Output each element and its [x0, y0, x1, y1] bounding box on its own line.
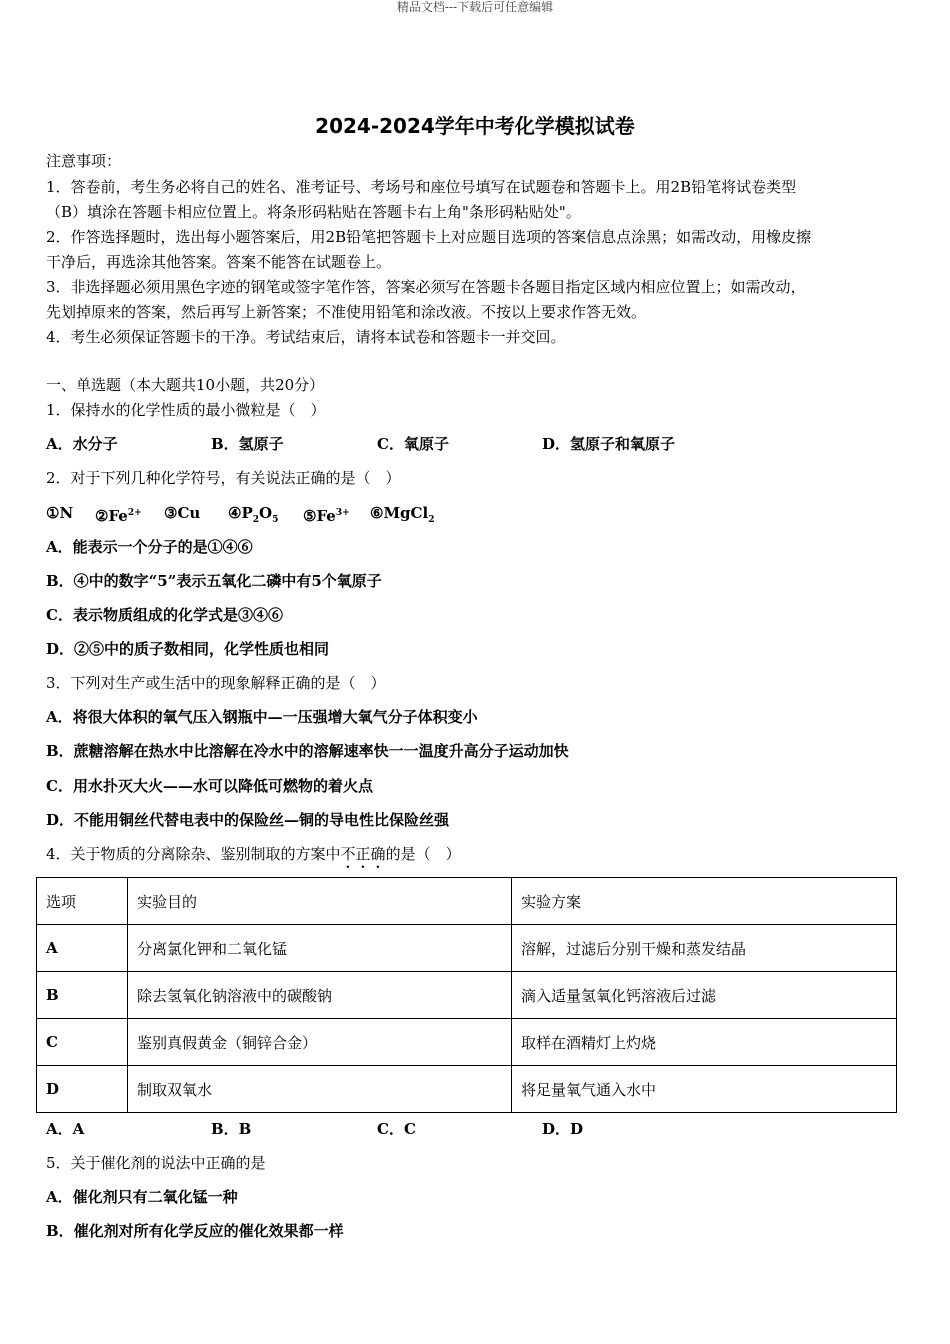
chem-symbol: ①N [46, 504, 74, 522]
chem-symbol: ⑥MgCl$_2$ [370, 504, 435, 525]
option-b[interactable]: B．B [211, 1120, 252, 1138]
notice-line: 先划掉原来的答案，然后再写上新答案；不准使用铅笔和涂改液。不按以上要求作答无效。 [46, 303, 647, 321]
table-cell: 滴入适量氢氧化钙溶液后过滤 [512, 972, 897, 1019]
table-row [37, 1066, 897, 1113]
emphasized-text: 不正确 [340, 845, 386, 863]
option-a[interactable]: A．水分子 [46, 435, 118, 453]
table-cell: 鉴别真假黄金（铜锌合金） [128, 1019, 512, 1066]
notice-line: （B）填涂在答题卡相应位置上。将条形码粘贴在答题卡右上角"条形码粘贴处"。 [46, 203, 581, 221]
table-cell: B [37, 972, 128, 1019]
option-b[interactable]: B．④中的数字“5”表示五氧化二磷中有5个氧原子 [46, 572, 382, 590]
chem-symbol: ③Cu [164, 504, 201, 522]
notice-line: 2．作答选择题时，选出每小题答案后，用2B铅笔把答题卡上对应题目选项的答案信息点涂黑；如需改动，用橡皮擦 [46, 228, 812, 246]
option-a[interactable]: A．将很大体积的氧气压入钢瓶中—一压强增大氧气分子体积变小 [46, 708, 478, 726]
table-cell: 制取双氧水 [128, 1066, 512, 1113]
table-row [37, 972, 897, 1019]
option-d[interactable]: D．不能用铜丝代替电表中的保险丝—铜的导电性比保险丝强 [46, 811, 450, 829]
table-cell: 除去氢氧化钠溶液中的碳酸钠 [128, 972, 512, 1019]
option-a[interactable]: A．催化剂只有二氧化锰一种 [46, 1188, 238, 1206]
option-d[interactable]: D．②⑤中的质子数相同，化学性质也相同 [46, 640, 330, 658]
table-header: 实验方案 [512, 878, 897, 925]
chem-symbol: $②Fe^{2+}$ [95, 507, 142, 525]
table-cell: A [37, 925, 128, 972]
chem-symbol: $⑤Fe^{3+}$ [303, 507, 350, 525]
question-stem: 3．下列对生产或生活中的现象解释正确的是（ ） [46, 674, 386, 692]
table-row [37, 925, 897, 972]
option-c[interactable]: C．氧原子 [377, 435, 449, 453]
option-b[interactable]: B．催化剂对所有化学反应的催化效果都一样 [46, 1222, 344, 1240]
notice-line: 3．非选择题必须用黑色字迹的钢笔或签字笔作答，答案必须写在答题卡各题目指定区域内相应位置上；如需改动， [46, 278, 806, 296]
page-title: 2024-2024学年中考化学模拟试卷 [315, 114, 635, 138]
table-cell: 溶解，过滤后分别干燥和蒸发结晶 [512, 925, 897, 972]
table-header-row [37, 878, 897, 925]
table-cell: D [37, 1066, 128, 1113]
question-stem: 1．保持水的化学性质的最小微粒是（ ） [46, 401, 326, 419]
table-cell: 将足量氧气通入水中 [512, 1066, 897, 1113]
chem-symbol: $④P_2O_5$ [228, 504, 279, 525]
option-c[interactable]: C．表示物质组成的化学式是③④⑥ [46, 606, 283, 624]
table-cell: 取样在酒精灯上灼烧 [512, 1019, 897, 1066]
question-stem: 5．关于催化剂的说法中正确的是 [46, 1154, 266, 1172]
page-header: 精品文档---下载后可任意编辑 [396, 0, 554, 14]
experiment-table [36, 877, 897, 1113]
notice-line: 4．考生必须保证答题卡的干净。考试结束后，请将本试卷和答题卡一并交回。 [46, 328, 566, 346]
table-row [37, 1019, 897, 1066]
notice-heading: 注意事项： [46, 152, 122, 170]
option-c[interactable]: C．C [377, 1120, 416, 1138]
option-d[interactable]: D．D [542, 1120, 584, 1138]
question-stem: 4．关于物质的分离除杂、鉴别制取的方案中不正确的是（ ） [46, 845, 461, 863]
section-heading: 一、单选题（本大题共10小题，共20分） [46, 376, 325, 394]
option-a[interactable]: A．能表示一个分子的是①④⑥ [46, 538, 253, 556]
table-header: 实验目的 [128, 878, 512, 925]
notice-line: 干净后，再选涂其他答案。答案不能答在试题卷上。 [46, 253, 392, 271]
option-a[interactable]: A．A [46, 1120, 85, 1138]
question-stem: 2．对于下列几种化学符号，有关说法正确的是（ ） [46, 469, 401, 487]
option-b[interactable]: B．蔗糖溶解在热水中比溶解在冷水中的溶解速率快一一温度升高分子运动加快 [46, 742, 569, 760]
notice-line: 1．答卷前，考生务必将自己的姓名、准考证号、考场号和座位号填写在试题卷和答题卡上。用2B铅笔将试卷类型 [46, 178, 797, 196]
option-b[interactable]: B．氢原子 [211, 435, 284, 453]
option-c[interactable]: C．用水扑灭大火——水可以降低可燃物的着火点 [46, 777, 373, 795]
option-d[interactable]: D．氢原子和氧原子 [542, 435, 676, 453]
table-cell: 分离氯化钾和二氧化锰 [128, 925, 512, 972]
table-cell: C [37, 1019, 128, 1066]
table-header: 选项 [37, 878, 128, 925]
